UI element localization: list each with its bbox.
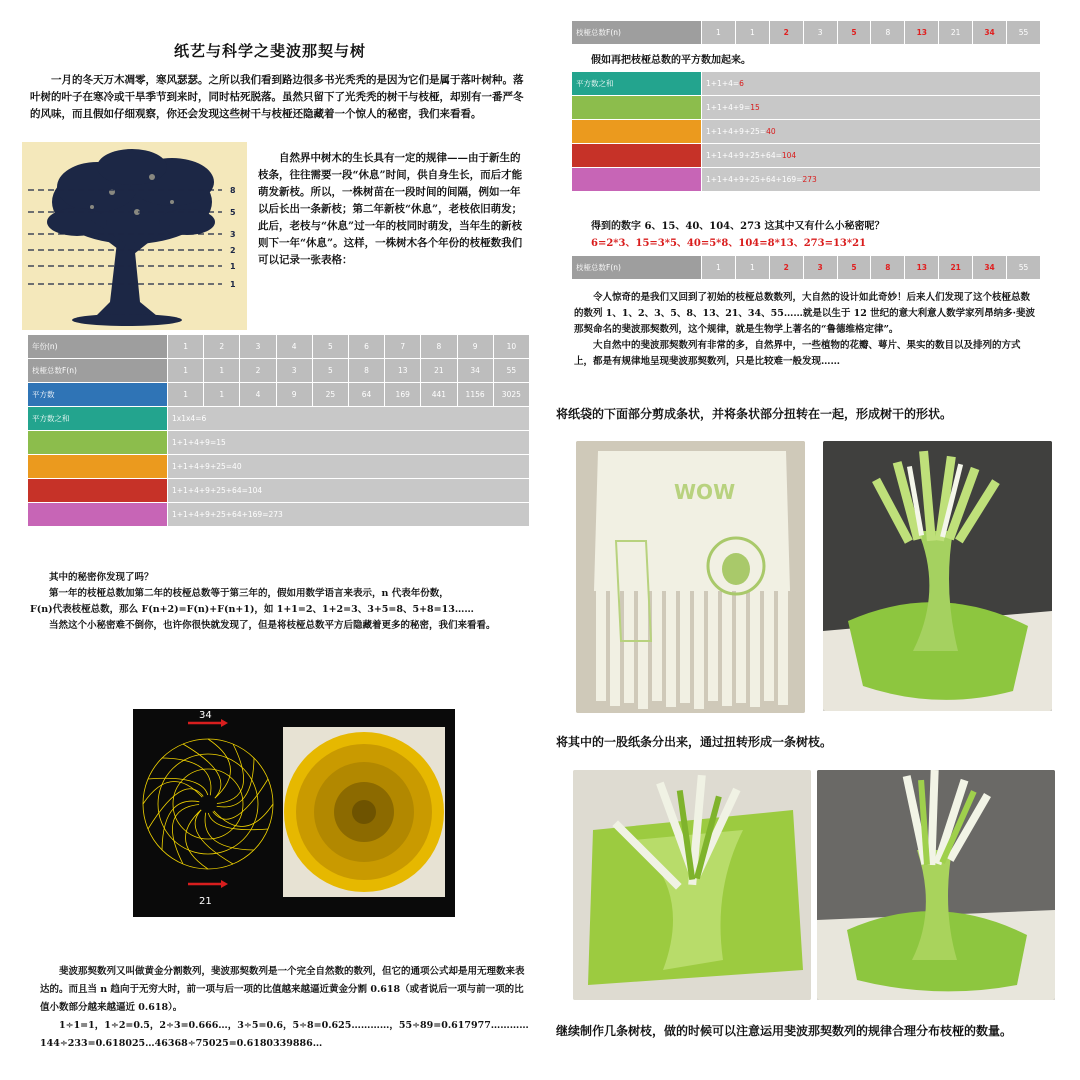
square-cell: 25: [312, 383, 348, 407]
branch-cell: 13: [385, 359, 421, 383]
branch-cell: 1: [168, 359, 204, 383]
sunflower-figure: [133, 709, 455, 917]
square-cell: 441: [421, 383, 457, 407]
tree-mark-1b: 1: [230, 280, 236, 289]
sum-color-pink: [28, 503, 168, 527]
sum-formula: 1+1+4+9=15: [706, 103, 760, 112]
right-top-row-table: [571, 20, 1041, 45]
secret-question: 其中的秘密你发现了吗？: [49, 572, 154, 583]
branch-cell: 1: [204, 359, 240, 383]
branch-cell: 55: [1007, 21, 1041, 45]
sum-color-red: [572, 144, 702, 168]
sum-row: [572, 72, 1041, 96]
square-row: [28, 383, 530, 407]
branch-cell: 21: [939, 256, 973, 280]
sum-result: 40: [766, 127, 776, 136]
caption-1: 将纸袋的下面部分剪成条状，并将条状部分扭转在一起，形成树干的形状。: [556, 407, 953, 421]
sum-result: 104: [781, 151, 797, 160]
year-row-label: 年份(n): [28, 335, 168, 359]
photo-twisted-tree: [823, 441, 1052, 711]
sum-row-label: 平方数之和: [28, 407, 168, 431]
year-cell: 4: [276, 335, 312, 359]
branch-row: [28, 359, 530, 383]
numbers-answer: 6=2*3、15=3*5、40=5*8、104=8*13、273=13*21: [591, 238, 867, 249]
sum-row: [572, 120, 1041, 144]
sum-row: [572, 144, 1041, 168]
marvel-section: [574, 290, 1036, 370]
branch-cell: 34: [457, 359, 493, 383]
square-cell: 64: [348, 383, 384, 407]
right-sum-table: [571, 71, 1041, 192]
branch-row-label: 枝桠总数F(n): [572, 256, 702, 280]
year-cell: 1: [168, 335, 204, 359]
year-cell: 8: [421, 335, 457, 359]
year-cell: 9: [457, 335, 493, 359]
sum-cell: [702, 96, 1041, 120]
branch-cell: 13: [905, 256, 939, 280]
photo-branch-2: [817, 770, 1055, 1000]
sum-row-label: 平方数之和: [572, 72, 702, 96]
caption-2: 将其中的一股纸条分出来，通过扭转形成一条树枝。: [556, 735, 833, 749]
sum-color-green: [572, 96, 702, 120]
branch-cell: 21: [939, 21, 973, 45]
sum-row: [28, 431, 530, 455]
photo-paper-bag: [576, 441, 805, 713]
branch-cell: 8: [871, 21, 905, 45]
branch-cell: 2: [769, 256, 803, 280]
branch-cell: 1: [702, 256, 736, 280]
year-cell: 2: [204, 335, 240, 359]
fibonacci-table: [27, 334, 530, 527]
branch-row: [572, 256, 1041, 280]
square-cell: 169: [385, 383, 421, 407]
sum-cell: 1+1+4+9+25+64=104: [168, 479, 530, 503]
golden-line-2: 144÷233=0.618025…46368÷75025=0.6180339886…: [40, 1038, 323, 1049]
branch-cell: 1: [702, 21, 736, 45]
secret-p3: 当然这个小秘密难不倒你，也许你很快就发现了，但是将枝桠总数平方后隐藏着更多的秘密，我们来看看。: [49, 620, 496, 631]
year-cell: 5: [312, 335, 348, 359]
sum-result: 6: [739, 79, 744, 88]
secret-p2: F(n)代表枝桠总数，那么 F(n+2)=F(n)+F(n+1)，如 1+1=2、1+2=3、3+5=8、5+8=13……: [30, 604, 474, 615]
sum-cell: [702, 72, 1041, 96]
tree-paragraph: 自然界中树木的生长具有一定的规律——由于新生的枝条，往往需要一段“休息”时间，供自身生长，而后才能萌发新枝。所以，一株树苗在一段时间的间隔，例如一年以后长出一条新枝；第二年新枝“休息”，老枝依旧萌发；此后，老枝与“休息”过一年的枝同时萌发，当年生的新枝则下一年“休息”。这样，一株树木各个年份的枝桠数我们可以记录一张表格：: [258, 152, 523, 266]
year-cell: 6: [348, 335, 384, 359]
numbers-section: [591, 218, 1041, 252]
sum-color-orange: [572, 120, 702, 144]
numbers-question: 得到的数字 6、15、40、104、273 这其中又有什么小秘密呢？: [591, 221, 885, 232]
intro-paragraph: 一月的冬天万木凋零，寒风瑟瑟。之所以我们看到路边很多书光秃秃的是因为它们是属于落叶树种。落叶树的叶子在寒冷或干旱季节到来时，同时枯死脱落。虽然只留下了光秃秃的树干与枝桠，却别有一番严冬的风味，而且假如仔细观察，你还会发现这些树干与枝桠还隐藏着一个惊人的秘密，我们来看看。: [30, 74, 524, 120]
square-cell: 1: [168, 383, 204, 407]
sum-formula: 1+1+4+9+25+64=104: [706, 151, 797, 160]
golden-section: [40, 963, 530, 1053]
tree-mark-2: 2: [230, 246, 236, 255]
sum-formula: 1+1+4+9+25=40: [706, 127, 776, 136]
tree-illustration: [22, 142, 247, 330]
branch-cell: 5: [837, 256, 871, 280]
branch-cell: 1: [735, 21, 769, 45]
sum-color-green: [28, 431, 168, 455]
golden-paragraph: 斐波那契数列又叫做黄金分割数列，斐波那契数列是一个完全自然数的数列，但它的通项公式却是用无理数来表达的。而且当 n 趋向于无穷大时，前一项与后一项的比值越来越逼近黄金分割 0.618（或者说后一项与前一项的比值小数部分越来越逼近 0.618）。: [40, 966, 525, 1013]
branch-cell: 13: [905, 21, 939, 45]
golden-line-1: 1÷1=1，1÷2=0.5，2÷3=0.666…，3÷5=0.6，5÷8=0.625…………，55÷89=0.617977…………: [59, 1020, 529, 1031]
tree-mark-3: 3: [230, 230, 236, 239]
branch-cell: 5: [837, 21, 871, 45]
sum-cell: [702, 144, 1041, 168]
branch-cell: 55: [1007, 256, 1041, 280]
branch-cell: 34: [973, 256, 1007, 280]
sum-cell: [702, 120, 1041, 144]
spiral-count-bottom: 21: [199, 896, 212, 907]
secret-section: [30, 570, 530, 634]
year-cell: 7: [385, 335, 421, 359]
branch-cell: 5: [312, 359, 348, 383]
marvel-p1: 令人惊奇的是我们又回到了初始的枝桠总数数列，大自然的设计如此奇妙！后来人们发现了这个枝桠总数的数列 1、1、2、3、5、8、13、21、34、55……就是以生于 12 世纪的意大利意人数学家列昂纳多·斐波那契命名的斐波那契数列，这个规律，就是生物学上著名的“鲁德维格定律”。: [574, 292, 1035, 335]
caption-3: 继续制作几条树枝，做的时候可以注意运用斐波那契数列的规律合理分布枝桠的数量。: [556, 1024, 1013, 1038]
branch-cell: 2: [240, 359, 276, 383]
tree-mark-5: 5: [230, 208, 236, 217]
sum-row: [572, 168, 1041, 192]
square-cell: 1: [204, 383, 240, 407]
tree-mark-8: 8: [230, 186, 236, 195]
branch-cell: 34: [973, 21, 1007, 45]
branch-row: [572, 21, 1041, 45]
sum-color-red: [28, 479, 168, 503]
square-cell: 9: [276, 383, 312, 407]
branch-cell: 8: [348, 359, 384, 383]
sum-row: [28, 455, 530, 479]
photo-branch-1: [573, 770, 811, 1000]
square-row-label: 平方数: [28, 383, 168, 407]
sum-row: [572, 96, 1041, 120]
sum-result: 273: [802, 175, 817, 184]
sum-cell: 1+1+4+9+25=40: [168, 455, 530, 479]
sum-cell: 1+1+4+9=15: [168, 431, 530, 455]
square-cell: 3025: [493, 383, 529, 407]
sum-cell: 1x1x4=6: [168, 407, 530, 431]
sum-row: [28, 503, 530, 527]
sum-cell: [702, 168, 1041, 192]
square-cell: 4: [240, 383, 276, 407]
sum-formula: 1+1+4=6: [706, 79, 744, 88]
sum-result: 15: [750, 103, 760, 112]
sum-row: [28, 479, 530, 503]
year-cell: 10: [493, 335, 529, 359]
sum-color-orange: [28, 455, 168, 479]
right-bottom-row-table: [571, 255, 1041, 280]
square-cell: 1156: [457, 383, 493, 407]
branch-cell: 8: [871, 256, 905, 280]
branch-cell: 3: [803, 256, 837, 280]
page-title: 纸艺与科学之斐波那契与树: [173, 42, 366, 60]
year-cell: 3: [240, 335, 276, 359]
spiral-count-top: 34: [199, 710, 212, 721]
branch-cell: 2: [769, 21, 803, 45]
tree-mark-1a: 1: [230, 262, 236, 271]
branch-row-label: 枝桠总数F(n): [572, 21, 702, 45]
branch-cell: 3: [803, 21, 837, 45]
branch-cell: 1: [735, 256, 769, 280]
branch-cell: 3: [276, 359, 312, 383]
marvel-p2: 大自然中的斐波那契数列有非常的多，自然界中，一些植物的花瓣、萼片、果实的数目以及排列的方式上，都是有规律地呈现斐波那契数列，只是比较难一般发现……: [574, 340, 1021, 367]
sum-formula: 1+1+4+9+25+64+169=273: [706, 175, 817, 184]
square-intro: 假如再把枝桠总数的平方数加起来。: [591, 55, 751, 66]
sum-color-pink: [572, 168, 702, 192]
bag-brand: WOW: [674, 480, 736, 504]
sum-row: [28, 407, 530, 431]
sum-cell: 1+1+4+9+25+64+169=273: [168, 503, 530, 527]
year-row: [28, 335, 530, 359]
branch-cell: 55: [493, 359, 529, 383]
branch-cell: 21: [421, 359, 457, 383]
secret-p1: 第一年的枝桠总数加第二年的枝桠总数等于第三年的，假如用数学语言来表示，n 代表年份数，: [49, 588, 449, 599]
branch-row-label: 枝桠总数F(n): [28, 359, 168, 383]
